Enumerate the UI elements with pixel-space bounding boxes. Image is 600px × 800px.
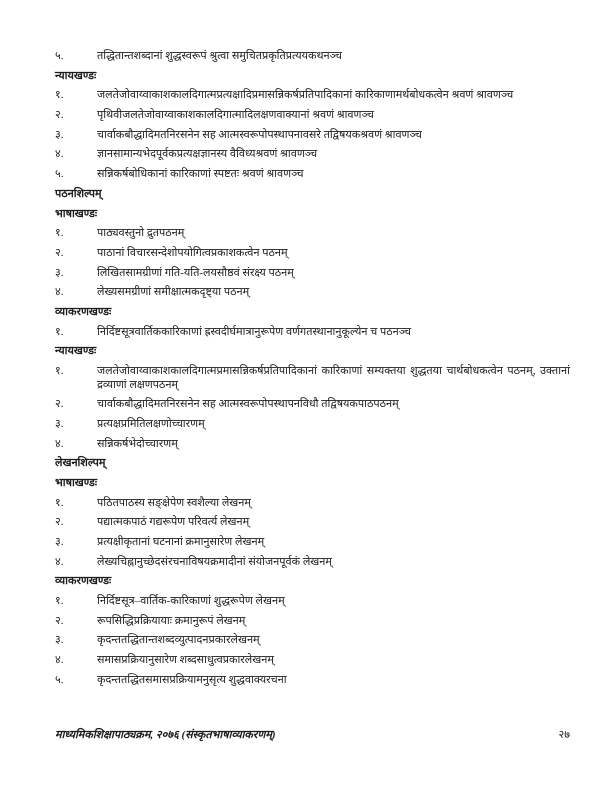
item-number: १. [55,365,64,377]
item-number: २. [55,398,64,411]
list-item [55,634,570,648]
item-text: कृदन्ततद्धितसमासप्रक्रियामनुसृत्य शुद्धवाक्यरचना [97,673,287,686]
list-item [55,398,570,412]
item-number: १. [55,496,64,509]
item-number: ५. [55,168,64,181]
item-text: पाठानां विचारसन्देशोपयोगित्वप्रकाशकत्वेन पठनम् [97,246,288,259]
list-item [55,247,570,261]
list-item [55,556,570,570]
list-item [55,365,570,392]
item-text: तद्धितान्तशब्दानां शुद्धस्वरूपं श्रुत्वा समुचितप्रकृतिप्रत्ययकथनञ्च [97,50,342,62]
item-number: ५. [55,50,64,62]
heading-text: न्यायखण्डः [55,345,97,358]
list-item [55,89,570,103]
section-heading [55,70,570,84]
item-text: पृथिवीजलतेजोवाय्वाकाशकालदिगात्मादिलक्षणवाक्यानां श्रवणं श्रावणञ्च [97,109,374,122]
item-text: पठितपाठस्य सङ्क्षेपेण स्वशैल्या लेखनम् [97,496,251,509]
list-item [55,227,570,241]
item-number: ४. [55,286,64,299]
item-text: लिखितसामग्रीणां गति-यति-लयसौष्ठवं संरक्ष्य पठनम् [97,266,294,279]
item-text: पद्यात्मकपाठं गद्यरूपेण परिवर्त्य लेखनम् [97,516,250,529]
heading-text: लेखनशिल्पम् [55,457,106,470]
section-heading [55,208,570,222]
heading-text: व्याकरणखण्डः [55,575,112,588]
list-item [55,286,570,300]
item-number: ४. [55,654,64,667]
section-heading [55,188,570,202]
item-number: २. [55,109,64,122]
item-number: १. [55,595,64,608]
list-item [55,267,570,281]
item-text: चार्वाकबौद्धादिमतनिरसनेन सह आत्मस्वरूपोपस्थापनावसरे तद्विषयकश्रवणं श्रावणञ्च [97,128,422,141]
list-item [55,438,570,452]
item-number: ४. [55,148,64,161]
item-text: चार्वाकबौद्धादिमतनिरसनेन सह आत्मस्वरूपोपस्थापनविधौ तद्विषयकपाठपठनम् [97,398,399,411]
item-number: २. [55,614,64,627]
item-text: जलतेजोवाय्वाकाशकालदिगात्मप्रमासन्निकर्षप्रतिपादिकानां कारिकाणां सम्यक्तया शुद्धतया चार्थबोधकत्वेन पठनम्, उक्तानां द्रव्याणां लक्षणपठनम् [97,365,570,391]
list-item [55,129,570,143]
item-text: जलतेजोवाय्वाकाशकालदिगात्मप्रत्यक्षादिप्रमासन्निकर्षप्रतिपादिकानां कारिकाणामर्थबोधकत्वेन श्रवणं श्रावणञ्च [97,89,514,102]
item-number: २. [55,246,64,259]
item-number: ३. [55,266,64,279]
list-item [55,109,570,123]
item-text: लेख्यसमग्रीणां समीक्षात्मकदृष्ट्या पठनम् [97,286,250,299]
item-number: १. [55,325,64,338]
list-item [55,595,570,609]
heading-text: भाषाखण्डः [55,207,98,220]
section-heading [55,457,570,471]
list-item [55,148,570,162]
footer-title: माध्यमिकशिक्षापाठ्यक्रम, २०७६ (संस्कृतभाषाव्याकरणम्) [55,729,276,741]
list-item [55,418,570,432]
list-item [55,326,570,340]
page-number: २७ [558,729,570,741]
item-text: प्रत्यक्षप्रमितिलक्षणोच्चारणम् [97,417,205,430]
list-item [55,50,570,64]
list-item [55,674,570,688]
heading-text: न्यायखण्डः [55,69,97,82]
item-text: पाठ्यवस्तुनो द्रुतपठनम् [97,227,185,240]
item-number: ३. [55,634,64,647]
page-footer [55,729,570,743]
list-item [55,536,570,550]
item-number: ३. [55,417,64,430]
item-number: १. [55,89,64,102]
item-number: ३. [55,128,64,141]
list-item [55,654,570,668]
section-heading [55,345,570,359]
heading-text: पठनशिल्पम् [55,187,102,200]
list-item [55,615,570,629]
section-heading [55,477,570,491]
item-number: १. [55,227,64,240]
item-text: कृदन्ततद्धितान्तशब्दव्युत्पादनप्रकारलेखनम् [97,634,260,647]
document-content [55,50,570,694]
list-item [55,168,570,182]
item-text: लेख्यचिह्नानुच्छेदसंरचनाविषयक्रमादीनां संयोजनपूर्वकं लेखनम् [97,555,332,568]
section-heading [55,306,570,320]
item-text: रूपसिद्धिप्रक्रियायाः क्रमानुरूपं लेखनम् [97,614,246,627]
list-item [55,516,570,530]
item-text: प्रत्यक्षीकृतानां घटनानां क्रमानुसारेण लेखनम् [97,536,265,548]
list-item [55,497,570,511]
item-text: सन्निकर्षबोधिकानां कारिकाणां स्पष्टतः श्रवणं श्रावणञ्च [97,168,304,181]
item-text: सन्निकर्षभेदोच्चारणम् [97,437,178,450]
item-text: ज्ञानसामान्यभेदपूर्वकप्रत्यक्षज्ञानस्य वैविध्यश्रवणं श्रावणञ्च [97,148,318,161]
heading-text: भाषाखण्डः [55,476,98,489]
item-text: निर्दिष्टसूत्रवार्तिककारिकाणां ह्रस्वदीर्घमात्रानुरूपेण वर्णगतस्थानानुकूल्येन च पठनञ्च [97,325,412,338]
heading-text: व्याकरणखण्डः [55,305,112,318]
item-number: २. [55,516,64,529]
item-text: निर्दिष्टसूत्र–वार्तिक-कारिकाणां शुद्धरूपेण लेखनम् [97,595,285,608]
item-number: ३. [55,536,64,548]
item-number: ५. [55,673,64,686]
item-text: समासप्रक्रियानुसारेण शब्दसाधुत्वप्रकारलेखनम् [97,654,274,667]
item-number: ४. [55,555,64,568]
item-number: ४. [55,437,64,450]
section-heading [55,575,570,589]
